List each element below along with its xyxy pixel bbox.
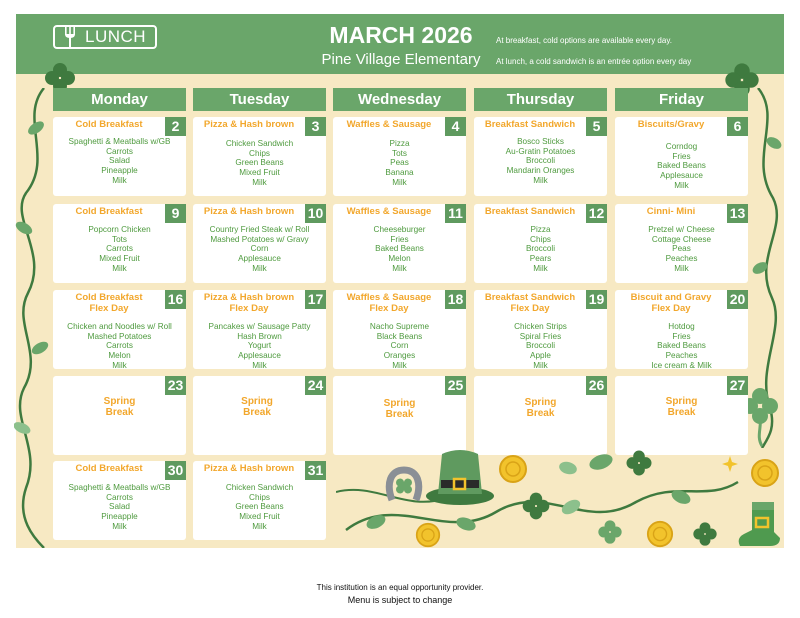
menu-item: Hash Brown	[237, 331, 282, 341]
menu-item: Broccoli	[525, 244, 556, 254]
day-header-wednesday: Wednesday	[333, 88, 466, 111]
date-number: 2	[165, 117, 186, 136]
day-cell	[193, 204, 326, 283]
date-number: 5	[586, 117, 607, 136]
menu-item: Nacho Supreme	[369, 322, 430, 331]
menu-item: Applesauce	[660, 171, 703, 181]
breakfast-title: Cold Breakfast	[75, 463, 143, 474]
menu-item: Baked Beans	[375, 244, 424, 254]
breakfast-title: Cinni- Mini	[646, 206, 696, 217]
menu-item: Carrots	[106, 244, 133, 254]
menu-item: Chicken Sandwich	[225, 139, 294, 148]
spring-break-label	[53, 396, 186, 418]
menu-item: Pears	[529, 254, 552, 264]
lunch-badge-label: LUNCH	[85, 27, 147, 46]
spring-break-label	[193, 396, 321, 418]
date-number: 31	[305, 461, 326, 480]
date-number: 19	[586, 290, 607, 309]
menu-item: Mixed Fruit	[239, 168, 280, 178]
flex-day-label: Flex Day	[89, 303, 129, 314]
break-label: Break	[667, 407, 696, 418]
header-banner	[16, 14, 784, 74]
menu-item: Carrots	[106, 492, 133, 502]
menu-items	[476, 225, 605, 274]
breakfast-title: Cold Breakfast	[75, 292, 143, 303]
menu-item: Milk	[112, 360, 127, 370]
menu-items	[335, 139, 464, 188]
date-number: 9	[165, 204, 186, 223]
breakfast-title: Waffles & Sausage	[346, 292, 432, 303]
menu-item: Chicken Sandwich	[225, 483, 294, 492]
menu-item: Pineapple	[101, 166, 138, 176]
menu-item: Fries	[672, 331, 691, 341]
menu-item: Melon	[108, 351, 131, 361]
breakfast-title: Waffles & Sausage	[346, 206, 432, 217]
menu-item: Chips	[249, 492, 270, 502]
menu-item: Milk	[392, 177, 407, 187]
day-cell	[615, 117, 748, 196]
menu-item: Milk	[533, 360, 548, 370]
date-number: 11	[445, 204, 466, 223]
date-number: 4	[445, 117, 466, 136]
date-number: 30	[165, 461, 186, 480]
leprechaun-boot-icon	[734, 498, 784, 548]
day-header-monday: Monday	[53, 88, 186, 111]
day-cell	[615, 290, 748, 369]
menu-item: Popcorn Chicken	[88, 225, 151, 234]
date-number: 6	[727, 117, 748, 136]
menu-item: Tots	[391, 148, 407, 158]
menu-item: Peas	[672, 244, 691, 254]
breakfast-title: Pizza & Hash brown	[203, 463, 295, 474]
equal-opportunity-statement: This institution is an equal opportunity provider.	[316, 583, 484, 592]
date-number: 3	[305, 117, 326, 136]
lunch-badge	[53, 25, 157, 49]
menu-item: Carrots	[106, 341, 133, 351]
menu-item: Salad	[109, 156, 130, 166]
date-number: 25	[445, 376, 466, 395]
menu-item: Banana	[385, 168, 414, 178]
menu-item: Mixed Fruit	[99, 254, 140, 264]
spring-label: Spring	[665, 396, 698, 407]
menu-items	[476, 137, 605, 186]
day-header-thursday: Thursday	[474, 88, 607, 111]
spring-break-label	[615, 396, 748, 418]
menu-item: Fries	[390, 234, 409, 244]
menu-items	[476, 322, 605, 371]
spring-label: Spring	[241, 396, 273, 407]
date-number: 26	[586, 376, 607, 395]
menu-item: Milk	[112, 521, 127, 531]
spring-label: Spring	[524, 397, 557, 408]
menu-item: Corndog	[665, 142, 698, 151]
menu-item: Bosco Sticks	[517, 137, 564, 146]
clover-icon	[690, 520, 720, 548]
menu-item: Melon	[388, 254, 411, 264]
day-cell	[53, 376, 186, 455]
day-cell	[53, 117, 186, 196]
breakfast-title: Cold Breakfast	[75, 206, 143, 217]
menu-item: Milk	[533, 175, 548, 185]
flex-day-label: Flex Day	[229, 303, 269, 314]
date-number: 16	[165, 290, 186, 309]
menu-item: Country Fried Steak w/ Roll	[209, 225, 310, 234]
menu-item: Oranges	[383, 351, 416, 361]
menu-item: Green Beans	[235, 158, 284, 168]
menu-item: Salad	[109, 502, 130, 512]
break-label: Break	[526, 408, 555, 419]
menu-item: Chicken and Noodles w/ Roll	[67, 322, 172, 331]
menu-item: Apple	[530, 351, 551, 361]
day-cell	[474, 376, 607, 455]
date-number: 12	[586, 204, 607, 223]
day-cell	[333, 204, 466, 283]
clover-icon	[520, 490, 552, 522]
date-number: 10	[305, 204, 326, 223]
menu-items	[55, 483, 184, 532]
day-cell	[193, 117, 326, 196]
menu-item: Milk	[252, 360, 267, 370]
menu-item: Pineapple	[101, 512, 138, 522]
clover-icon	[596, 518, 624, 546]
breakfast-title: Pizza & Hash brown	[203, 119, 295, 130]
breakfast-title: Breakfast Sandwich	[484, 119, 576, 130]
menu-item: Milk	[252, 177, 267, 187]
menu-item: Yogurt	[247, 341, 272, 351]
menu-item: Corn	[390, 341, 409, 351]
break-label: Break	[385, 409, 414, 420]
menu-item: Cottage Cheese	[651, 234, 712, 244]
date-number: 13	[727, 204, 748, 223]
gold-coin-icon	[498, 454, 528, 484]
menu-item: Baked Beans	[657, 341, 706, 351]
menu-item: Broccoli	[525, 341, 556, 351]
breakfast-title: Cold Breakfast	[75, 119, 143, 130]
menu-item: Mashed Potatoes	[87, 331, 152, 341]
menu-item: Carrots	[106, 146, 133, 156]
menu-item: Milk	[112, 175, 127, 185]
vine-decoration	[14, 88, 56, 548]
menu-item: Milk	[252, 521, 267, 531]
day-cell	[53, 461, 186, 540]
day-cell	[333, 290, 466, 369]
breakfast-title: Breakfast Sandwich	[484, 206, 576, 217]
flex-day-label: Flex Day	[651, 303, 691, 314]
menu-item: Milk	[112, 263, 127, 273]
gold-coin-icon	[646, 520, 674, 548]
menu-item: Fries	[672, 151, 691, 161]
day-cell	[53, 204, 186, 283]
menu-item: Mashed Potatoes w/ Gravy	[210, 234, 309, 244]
day-cell	[474, 290, 607, 369]
spring-break-label	[333, 398, 466, 420]
date-number: 17	[305, 290, 326, 309]
day-cell	[615, 376, 748, 455]
day-cell	[333, 117, 466, 196]
menu-item: Peaches	[665, 254, 698, 264]
menu-item: Peaches	[665, 351, 698, 361]
menu-item: Broccoli	[525, 156, 556, 166]
menu-item: Spaghetti & Meatballs w/GB	[68, 137, 171, 146]
menu-item: Chicken Strips	[514, 322, 567, 331]
menu-item: Chips	[249, 148, 270, 158]
day-cell	[474, 204, 607, 283]
horseshoe-icon	[384, 464, 424, 504]
menu-item: Hotdog	[668, 322, 695, 331]
day-header-tuesday: Tuesday	[193, 88, 326, 111]
breakfast-note: At breakfast, cold options are available every day.	[496, 36, 672, 45]
flex-day-label: Flex Day	[369, 303, 409, 314]
menu-item: Chips	[530, 234, 551, 244]
day-cell	[615, 204, 748, 283]
day-cell	[333, 376, 466, 455]
date-number: 23	[165, 376, 186, 395]
menu-items	[55, 137, 184, 186]
menu-item: Milk	[392, 263, 407, 273]
menu-item: Black Beans	[376, 331, 423, 341]
menu-items	[335, 225, 464, 274]
clover-icon	[624, 448, 654, 478]
menu-item: Baked Beans	[657, 161, 706, 171]
day-cell	[474, 117, 607, 196]
day-cell	[193, 461, 326, 540]
break-label: Break	[243, 407, 271, 418]
menu-item: Pizza	[389, 139, 410, 148]
menu-item: Corn	[250, 244, 269, 254]
menu-items	[617, 142, 746, 191]
menu-items	[617, 225, 746, 274]
menu-item: Milk	[533, 263, 548, 273]
spring-label: Spring	[383, 398, 416, 409]
menu-items	[195, 322, 324, 371]
break-label: Break	[105, 407, 134, 418]
menu-item: Spaghetti & Meatballs w/GB	[68, 483, 171, 492]
menu-items	[55, 322, 184, 371]
breakfast-title: Biscuit and Gravy	[630, 292, 712, 303]
menu-item: Mandarin Oranges	[506, 166, 575, 176]
spring-label: Spring	[103, 396, 136, 407]
day-header-friday: Friday	[615, 88, 748, 111]
menu-change-notice: Menu is subject to change	[347, 595, 453, 605]
gold-coin-icon	[414, 522, 442, 548]
lunch-note: At lunch, a cold sandwich is an entrée option every day	[496, 57, 692, 66]
date-number: 18	[445, 290, 466, 309]
breakfast-title: Waffles & Sausage	[346, 119, 432, 130]
menu-item: Pretzel w/ Cheese	[648, 225, 715, 234]
leprechaun-hat-icon	[424, 446, 496, 506]
day-cell	[53, 290, 186, 369]
menu-item: Cheeseburger	[373, 225, 426, 234]
menu-item: Ice cream & Milk	[651, 360, 712, 370]
menu-items	[55, 225, 184, 274]
menu-item: Milk	[392, 360, 407, 370]
menu-item: Pizza	[530, 225, 551, 234]
date-number: 27	[727, 376, 748, 395]
school-name: Pine Village Elementary	[321, 51, 481, 68]
breakfast-title: Pizza & Hash brown	[203, 206, 295, 217]
sparkle-icon	[722, 456, 738, 472]
menu-item: Au-Gratin Potatoes	[505, 146, 576, 156]
spring-break-label	[474, 397, 607, 419]
menu-item: Milk	[252, 263, 267, 273]
day-cell	[193, 376, 326, 455]
gold-coin-icon	[750, 458, 780, 488]
menu-item: Peas	[390, 158, 409, 168]
menu-item: Spiral Fries	[519, 331, 562, 341]
day-cell	[193, 290, 326, 369]
flex-day-label: Flex Day	[510, 303, 550, 314]
menu-item: Tots	[111, 234, 127, 244]
menu-item: Pancakes w/ Sausage Patty	[208, 322, 311, 331]
menu-items	[617, 322, 746, 371]
menu-items	[195, 483, 324, 532]
date-number: 24	[305, 376, 326, 395]
date-number: 20	[727, 290, 748, 309]
breakfast-title: Breakfast Sandwich	[484, 292, 576, 303]
menu-item: Green Beans	[235, 502, 284, 512]
menu-items	[335, 322, 464, 371]
month-title: MARCH 2026	[329, 22, 473, 48]
menu-item: Mixed Fruit	[239, 512, 280, 522]
menu-item: Applesauce	[238, 351, 281, 361]
breakfast-title: Biscuits/Gravy	[637, 119, 705, 130]
menu-item: Milk	[674, 263, 689, 273]
fork-icon	[61, 27, 79, 47]
menu-item: Applesauce	[238, 254, 281, 264]
menu-items	[195, 139, 324, 188]
menu-items	[195, 225, 324, 274]
breakfast-title: Pizza & Hash brown	[203, 292, 295, 303]
menu-item: Milk	[674, 180, 689, 190]
